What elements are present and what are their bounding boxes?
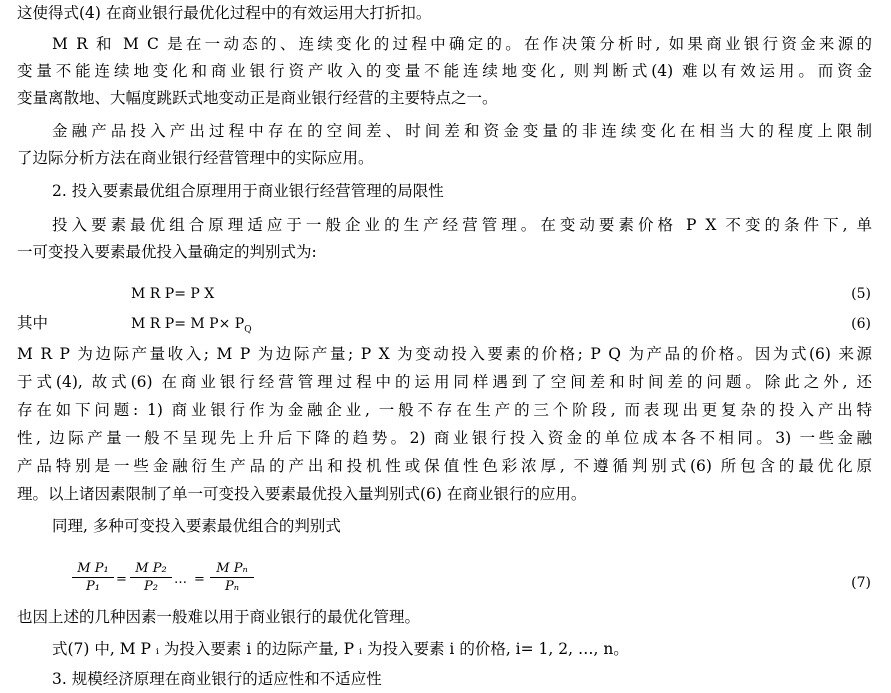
equation-5: M R P= P X <box>131 286 215 302</box>
text-line: M R 和 M C 是在一动态的、连续变化的过程中确定的。在作决策分析时, 如果商业银行资金来源的 <box>52 35 872 53</box>
equation-number: (7) <box>851 575 871 591</box>
text-line: 理。以上诸因素限制了单一可变投入要素最优投入量判别式(6) 在商业银行的应用。 <box>17 485 587 503</box>
equation-number: (6) <box>851 316 871 332</box>
equation-6: M R P= M $P\times P_Q$ <box>131 316 252 335</box>
text-line: 同理, 多种可变投入要素最优组合的判别式 <box>52 517 341 535</box>
text-line: 一可变投入要素最优投入量确定的判别式为: <box>17 243 317 261</box>
text-line: 变量不能连续地变化和商业银行资产收入的变量不能连续地变化, 则判断式(4) 难以有效运用。而资金 <box>17 62 872 80</box>
equation-number: (5) <box>851 286 871 302</box>
text-line: M R P 为边际产量收入; M P 为边际产量; P X 为变动投入要素的价格; P Q 为产品的价格。因为式(6) 来源 <box>17 345 872 363</box>
text-line: 金融产品投入产出过程中存在的空间差、时间差和资金变量的非连续变化在相当大的程度上限制 <box>52 122 872 140</box>
text-line: 于式(4), 故式(6) 在商业银行经营管理过程中的运用同样遇到了空间差和时间差的问题。除此之外, 还 <box>17 373 872 391</box>
text-line: 变量离散地、大幅度跳跃式地变动正是商业银行经营的主要特点之一。 <box>17 89 498 107</box>
section-heading-partial: 3. 规模经济原理在商业银行的适应性和不适应性 <box>52 670 382 688</box>
text-line: 式(7) 中, M P ᵢ 为投入要素 i 的边际产量, P ᵢ 为投入要素 i 的价格, i= 1, 2, …, n。 <box>52 640 629 658</box>
fraction: $\frac{\text{M Pₙ}}{\text{Pₙ}}$ <box>210 560 254 595</box>
text-line: 投入要素最优组合原理适应于一般企业的生产经营管理。在变动要素价格 P X 不变的条件下, 单 <box>52 216 872 234</box>
text-line: 产品特别是一些金融衍生产品的产出和投机性或保值性色彩浓厚, 不遵循判别式(6) 所包含的最优化原 <box>17 457 872 475</box>
text-line: 性, 边际产量一般不呈现先上升后下降的趋势。2) 商业银行投入资金的单位成本各不相同。3) 一些金融 <box>17 429 872 447</box>
text-line: 也因上述的几种因素一般难以用于商业银行的最优化管理。 <box>17 608 421 626</box>
fraction: $\frac{\text{M P₁}}{\text{P₁}}$ <box>72 560 114 595</box>
fraction: $\frac{\text{M P₂}}{\text{P₂}}$ <box>130 560 172 595</box>
equation-label: 其中 <box>17 314 49 332</box>
equals-sign: = <box>194 572 205 587</box>
ellipsis: … <box>174 572 187 587</box>
text-line: 这使得式(4) 在商业银行最优化过程中的有效运用大打折扣。 <box>17 4 432 22</box>
equals-sign: = <box>116 572 127 587</box>
text-line: 存在如下问题: 1) 商业银行作为金融企业, 一般不存在生产的三个阶段, 而表现出更复杂的投入产出特 <box>17 401 872 419</box>
text-line: 了边际分析方法在商业银行经营管理中的实际应用。 <box>17 149 374 167</box>
section-heading: 2. 投入要素最优组合原理用于商业银行经营管理的局限性 <box>52 182 444 200</box>
